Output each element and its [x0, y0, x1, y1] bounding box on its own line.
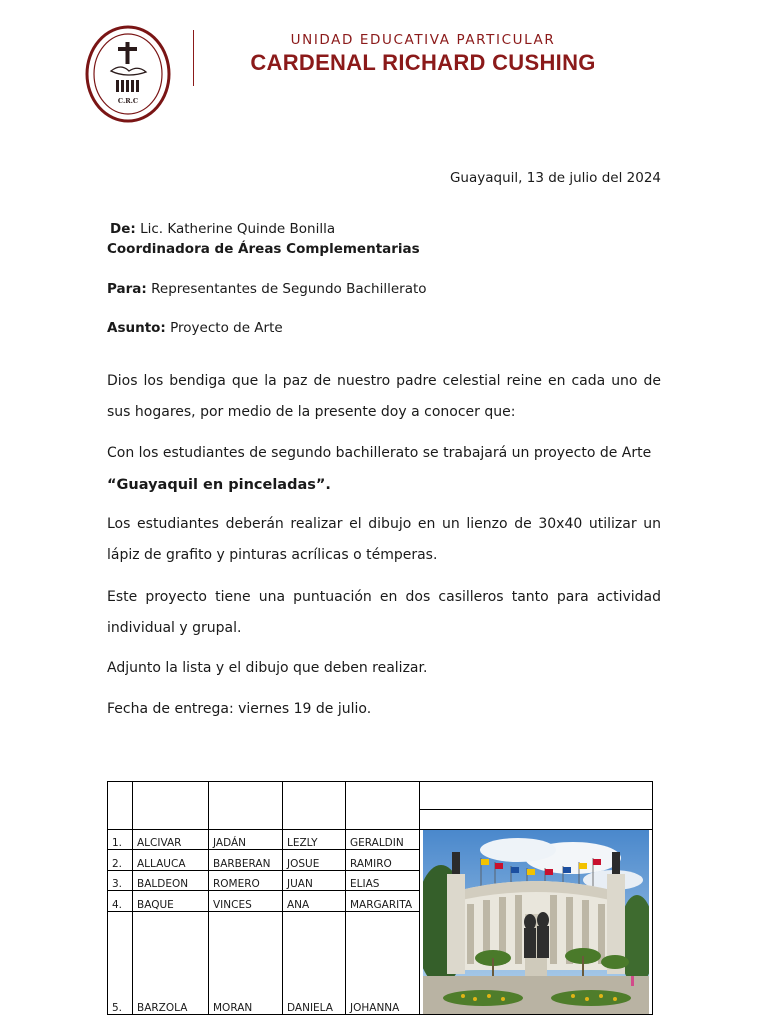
student-name-2: ELIAS — [346, 870, 420, 890]
project-title: “Guayaquil en pinceladas”. — [107, 477, 331, 493]
subject-line — [107, 320, 283, 336]
to-line — [107, 281, 427, 297]
table-header-row — [108, 782, 653, 810]
sender-role: Coordinadora de Áreas Complementarias — [107, 241, 420, 257]
student-surname-2: JADÁN — [209, 830, 283, 850]
paragraph-attachment: Adjunto la lista y el dibujo que deben realizar. — [107, 660, 428, 676]
row-number: 1. — [108, 830, 133, 850]
table-cell — [420, 782, 653, 810]
row-number: 2. — [108, 850, 133, 870]
table-cell — [108, 782, 133, 830]
paragraph-grading: Este proyecto tiene una puntuación en dos casilleros tanto para actividad individual y grupal. — [107, 589, 661, 636]
student-surname-2: BARBERAN — [209, 850, 283, 870]
subject-label: Asunto: — [107, 320, 166, 336]
row-number: 4. — [108, 891, 133, 911]
reference-image-cell — [420, 830, 653, 1015]
student-surname-1: BALDEON — [133, 870, 209, 890]
student-name-1: ANA — [283, 891, 346, 911]
school-name: CARDENAL RICHARD CUSHING — [250, 50, 596, 75]
table-cell — [283, 782, 346, 830]
student-name-2: RAMIRO — [346, 850, 420, 870]
student-name-1: LEZLY — [283, 830, 346, 850]
row-number: 5. — [108, 911, 133, 1014]
paragraph-materials: Los estudiantes deberán realizar el dibujo en un lienzo de 30x40 utilizar un lápiz de grafito y pinturas acrílicas o témperas. — [107, 516, 661, 563]
from-label: De: — [110, 221, 136, 237]
table-cell — [209, 782, 283, 830]
student-roster-table — [107, 781, 653, 1015]
table-cell — [420, 810, 653, 830]
student-surname-1: ALCIVAR — [133, 830, 209, 850]
student-surname-1: ALLAUCA — [133, 850, 209, 870]
student-surname-2: MORAN — [209, 911, 283, 1014]
student-surname-2: ROMERO — [209, 870, 283, 890]
row-number: 3. — [108, 870, 133, 890]
student-surname-2: VINCES — [209, 891, 283, 911]
header-divider — [193, 30, 194, 86]
table-row — [108, 830, 653, 850]
paragraph-project: Con los estudiantes de segundo bachillerato se trabajará un proyecto de Arte — [107, 445, 652, 461]
school-subtitle: UNIDAD EDUCATIVA PARTICULAR — [290, 32, 556, 48]
paragraph-greeting: Dios los bendiga que la paz de nuestro padre celestial reine en cada uno de sus hogares, por medio de la presente doy a conocer que: — [107, 373, 661, 420]
student-name-2: MARGARITA — [346, 891, 420, 911]
table-cell — [133, 782, 209, 830]
hemiciclo-rotonda-photo — [423, 830, 649, 1014]
from-line — [110, 221, 335, 237]
student-name-1: JUAN — [283, 870, 346, 890]
letter-date: Guayaquil, 13 de julio del 2024 — [449, 170, 661, 186]
to-value: Representantes de Segundo Bachillerato — [151, 281, 427, 297]
student-name-1: DANIELA — [283, 911, 346, 1014]
student-name-2: JOHANNA — [346, 911, 420, 1014]
to-label: Para: — [107, 281, 147, 297]
school-seal-logo — [85, 25, 171, 123]
paragraph-deadline: Fecha de entrega: viernes 19 de julio. — [107, 701, 372, 717]
table-cell — [346, 782, 420, 830]
student-surname-1: BAQUE — [133, 891, 209, 911]
from-value: Lic. Katherine Quinde Bonilla — [140, 221, 336, 237]
seal-initials: C.R.C — [117, 97, 139, 105]
student-name-2: GERALDIN — [346, 830, 420, 850]
student-surname-1: BARZOLA — [133, 911, 209, 1014]
student-name-1: JOSUE — [283, 850, 346, 870]
subject-value: Proyecto de Arte — [170, 320, 283, 336]
